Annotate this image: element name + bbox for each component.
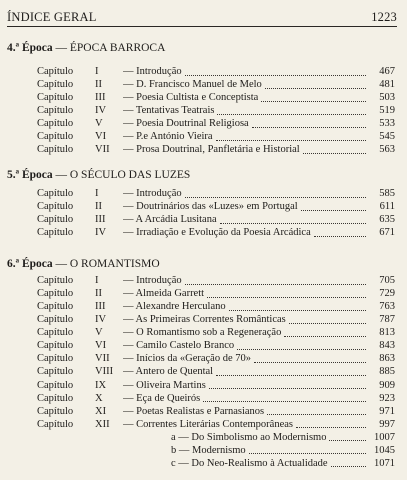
entry-page-number: 787 (379, 314, 395, 326)
entry-page-number: 1045 (374, 444, 395, 456)
section-title (7, 169, 190, 181)
chapter-title: — Introdução (123, 188, 182, 199)
entry-page-number: 635 (379, 214, 395, 226)
entry-page-number: 997 (379, 418, 395, 430)
toc-entry[interactable] (37, 445, 395, 457)
toc-entry[interactable] (37, 458, 395, 470)
running-title: ÍNDICE GERAL (7, 10, 97, 24)
entry-page-number: 533 (379, 118, 395, 130)
dot-leader (329, 440, 366, 441)
toc-entry[interactable] (37, 393, 395, 405)
dot-leader (314, 236, 366, 237)
section-title (7, 42, 165, 54)
chapter-number: VIII (95, 366, 114, 378)
epoch-name: — O ROMANTISMO (55, 258, 160, 270)
chapter-title: — Almeida Garrett (123, 288, 205, 300)
chapter-number: XII (95, 418, 110, 430)
dot-leader (254, 362, 366, 363)
chapter-label: Capítulo (37, 301, 74, 313)
chapter-number: III (95, 92, 106, 104)
chapter-label: Capítulo (37, 92, 74, 104)
dot-leader (252, 127, 366, 128)
chapter-title: — Irradiação e Evolução da Poesia Arcádica (123, 227, 311, 239)
chapter-title: — Introdução (123, 275, 182, 286)
chapter-number: V (95, 118, 103, 130)
dot-leader (203, 401, 366, 402)
dot-leader (303, 153, 366, 154)
chapter-title: — Poesia Cultista e Conceptista (123, 92, 259, 104)
epoch-name: — O SÉCULO DAS LUZES (55, 169, 191, 181)
chapter-number: V (95, 327, 103, 339)
dot-leader (249, 453, 366, 454)
toc-entry[interactable] (37, 406, 395, 418)
toc-entry[interactable] (37, 353, 395, 365)
toc-entry[interactable] (37, 340, 395, 352)
chapter-label: Capítulo (37, 340, 74, 352)
chapter-number: II (95, 201, 102, 213)
chapter-title: — Correntes Literárias Contemporâneas (123, 418, 293, 430)
dot-leader (296, 427, 366, 428)
chapter-title: — Poetas Realistas e Parnasianos (123, 405, 265, 417)
chapter-title: — Prosa Doutrinal, Panfletária e Historial (123, 144, 300, 156)
chapter-number: IV (95, 105, 107, 117)
toc-entry[interactable] (37, 188, 395, 200)
chapter-label: Capítulo (37, 214, 74, 226)
toc-entry[interactable] (37, 432, 395, 444)
chapter-title: — Poesia Doutrinal Religiosa (123, 118, 249, 130)
toc-entry[interactable] (37, 327, 395, 339)
entry-page-number: 813 (379, 327, 395, 339)
dot-leader (185, 75, 366, 76)
entry-page-number: 729 (379, 288, 395, 300)
dot-leader (216, 140, 366, 141)
chapter-number: IV (95, 227, 107, 239)
chapter-title: — Oliveira Martins (123, 379, 206, 391)
toc-entry[interactable] (37, 214, 395, 226)
toc-entry[interactable] (37, 118, 395, 130)
toc-entry[interactable] (37, 201, 395, 213)
entry-page-number: 671 (379, 227, 395, 239)
toc-entry[interactable] (37, 288, 395, 300)
dot-leader (284, 336, 366, 337)
chapter-title: c — Do Neo-Realismo à Actualidade (171, 457, 328, 469)
chapter-number: IX (95, 379, 107, 391)
entry-page-number: 545 (379, 131, 395, 143)
toc-entry[interactable] (37, 380, 395, 392)
chapter-label: Capítulo (37, 366, 74, 378)
chapter-number: VI (95, 340, 107, 352)
chapter-number: III (95, 301, 106, 313)
chapter-number: I (95, 275, 99, 286)
chapter-label: Capítulo (37, 118, 74, 130)
chapter-title: — Tentativas Teatrais (123, 105, 215, 117)
chapter-number: X (95, 392, 103, 404)
dot-leader (289, 323, 366, 324)
page-header (7, 8, 397, 26)
toc-entry[interactable] (37, 301, 395, 313)
chapter-label: Capítulo (37, 288, 74, 300)
chapter-title: — Doutrinários das «Luzes» em Portugal (123, 201, 298, 213)
toc-entry[interactable] (37, 105, 395, 117)
entry-page-number: 563 (379, 144, 395, 156)
toc-entry[interactable] (37, 419, 395, 431)
dot-leader (261, 101, 366, 102)
entry-page-number: 863 (379, 353, 395, 365)
dot-leader (265, 88, 366, 89)
chapter-number: XI (95, 405, 107, 417)
chapter-number: VI (95, 131, 107, 143)
chapter-label: Capítulo (37, 66, 74, 77)
toc-entry[interactable] (37, 314, 395, 326)
entry-page-number: 763 (379, 301, 395, 313)
chapter-number: II (95, 288, 102, 300)
chapter-number: IV (95, 314, 107, 326)
entry-page-number: 1071 (374, 457, 395, 469)
entry-page-number: 481 (379, 79, 395, 91)
epoch-label: 6.ª Época (7, 258, 53, 270)
entry-page-number: 585 (379, 188, 395, 199)
chapter-label: Capítulo (37, 188, 74, 199)
chapter-number: VII (95, 144, 110, 156)
chapter-label: Capítulo (37, 201, 74, 213)
chapter-label: Capítulo (37, 275, 74, 286)
dot-leader (185, 284, 366, 285)
chapter-label: Capítulo (37, 227, 74, 239)
toc-entry[interactable] (37, 66, 395, 78)
chapter-label: Capítulo (37, 418, 74, 430)
chapter-number: II (95, 79, 102, 91)
dot-leader (229, 310, 366, 311)
chapter-label: Capítulo (37, 105, 74, 117)
dot-leader (301, 210, 366, 211)
entry-page-number: 611 (379, 201, 395, 213)
chapter-label: Capítulo (37, 392, 74, 404)
entry-page-number: 971 (379, 405, 395, 417)
dot-leader (220, 223, 366, 224)
entry-page-number: 843 (379, 340, 395, 352)
chapter-number: III (95, 214, 106, 226)
toc-entry[interactable] (37, 131, 395, 143)
chapter-title: — Eça de Queirós (123, 392, 201, 404)
chapter-title: — Inícios da «Geração de 70» (123, 353, 251, 365)
chapter-number: I (95, 66, 99, 77)
chapter-title: — P.e António Vieira (123, 131, 213, 143)
chapter-title: — O Romantismo sob a Regeneração (123, 327, 282, 339)
toc-entry[interactable] (37, 366, 395, 378)
epoch-label: 4.ª Época (7, 42, 53, 54)
entry-page-number: 503 (379, 92, 395, 104)
entry-page-number: 885 (379, 366, 395, 378)
entry-page-number: 909 (379, 379, 395, 391)
dot-leader (331, 466, 366, 467)
chapter-number: I (95, 188, 99, 199)
chapter-title: — Camilo Castelo Branco (123, 340, 235, 352)
chapter-label: Capítulo (37, 353, 74, 365)
chapter-label: Capítulo (37, 144, 74, 156)
chapter-label: Capítulo (37, 79, 74, 91)
toc-entry[interactable] (37, 79, 395, 91)
chapter-label: Capítulo (37, 314, 74, 326)
dot-leader (217, 114, 366, 115)
chapter-title: b — Modernismo (171, 444, 246, 456)
chapter-number: VII (95, 353, 110, 365)
chapter-title: — Antero de Quental (123, 366, 214, 378)
chapter-title: — A Arcádia Lusitana (123, 214, 217, 226)
toc-entry[interactable] (37, 92, 395, 104)
chapter-label: Capítulo (37, 379, 74, 391)
dot-leader (207, 297, 366, 298)
chapter-label: Capítulo (37, 327, 74, 339)
section-title (7, 258, 160, 270)
chapter-title: — As Primeiras Correntes Românticas (123, 314, 286, 326)
dot-leader (267, 414, 366, 415)
chapter-title: — D. Francisco Manuel de Melo (123, 79, 262, 91)
epoch-label: 5.ª Época (7, 169, 53, 181)
toc-entry[interactable] (37, 227, 395, 239)
entry-page-number: 1007 (374, 431, 395, 443)
chapter-title: — Introdução (123, 66, 182, 77)
page-number: 1223 (371, 10, 397, 24)
chapter-label: Capítulo (37, 405, 74, 417)
chapter-label: Capítulo (37, 131, 74, 143)
dot-leader (185, 197, 366, 198)
dot-leader (237, 349, 366, 350)
epoch-name: — ÉPOCA BARROCA (55, 42, 166, 54)
chapter-title: — Alexandre Herculano (123, 301, 226, 313)
dot-leader (209, 388, 366, 389)
entry-page-number: 467 (379, 66, 395, 77)
entry-page-number: 923 (379, 392, 395, 404)
entry-page-number: 519 (379, 105, 395, 117)
toc-entry[interactable] (37, 275, 395, 287)
dot-leader (216, 375, 366, 376)
header-rule (7, 26, 397, 27)
entry-page-number: 705 (379, 275, 395, 286)
chapter-title: a — Do Simbolismo ao Modernismo (171, 431, 327, 443)
toc-entry[interactable] (37, 144, 395, 156)
